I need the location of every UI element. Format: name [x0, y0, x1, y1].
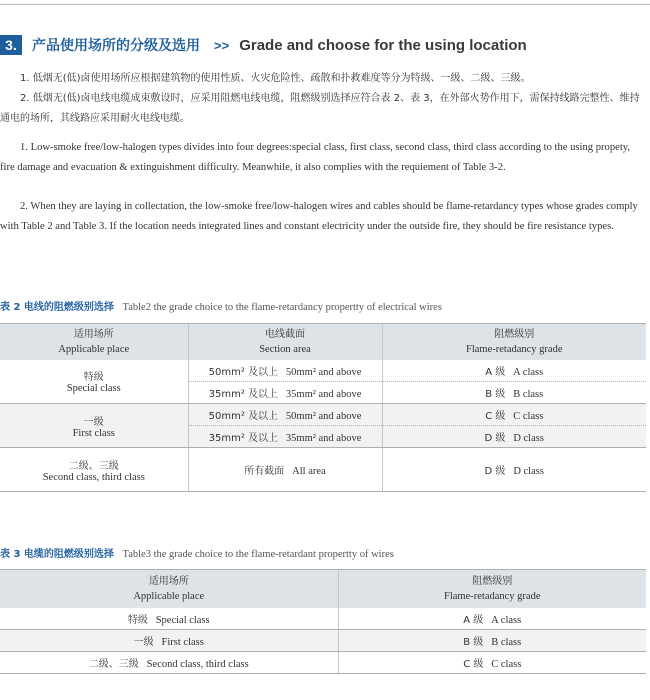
table2-grade-cell: D 级 D class [382, 448, 646, 492]
table3-label: 表 3 电缆的阻燃级别选择 [0, 549, 114, 560]
table2-section-cell: 所有截面 All area [188, 448, 382, 492]
table3-caption [0, 545, 394, 560]
table2-place-first: 一级 First class [0, 404, 188, 448]
section-header [0, 34, 527, 56]
table3-place-cell: 二级、三级 Second class, third class [0, 652, 338, 674]
table3-grade-cell: A 级 A class [338, 608, 646, 630]
table2-header-place: 适用场所 Applicable place [0, 324, 188, 360]
table2-caption-en: Table2 the grade choice to the flame-retardancy propertty of electrical wires [122, 302, 442, 313]
intro-cn-paragraph-1: 1. 低烟无(低)卤使用场所应根据建筑物的使用性质、火灾危险性、疏散和扑救难度等分为特级、一级、二级、三级。 [20, 73, 531, 84]
table2-section-cell: 50mm² 及以上 50mm² and above [188, 404, 382, 426]
table3-caption-en: Table3 the grade choice to the flame-retardant propertty of wires [122, 549, 394, 560]
table2-caption [0, 298, 442, 313]
table2-header-row [0, 324, 646, 360]
table2-grade-cell: D 级 D class [382, 426, 646, 448]
table2-place-second-third: 二级、三级 Second class, third class [0, 448, 188, 492]
table-row [0, 652, 646, 674]
table3-place-cell: 特级 Special class [0, 608, 338, 630]
section-title-en: Grade and choose for the using location [239, 36, 527, 54]
table2 [0, 323, 646, 492]
table-row [0, 608, 646, 630]
table-row [0, 448, 646, 492]
intro-en-paragraph-1: 1. Low-smoke free/low-halogen types divides into four degrees:special class, first class, second class, third class according to the using propety, fire damage and evacuation & extinguishment difficulty. Meanwhile, it also complies with the requiement of Table 3-2. [0, 142, 631, 173]
table2-section-cell: 50mm² 及以上 50mm² and above [188, 360, 382, 382]
table2-header-section: 电线截面 Section area [188, 324, 382, 360]
table3 [0, 569, 646, 674]
table2-grade-cell: B 级 B class [382, 382, 646, 404]
table3-header-place: 适用场所 Applicable place [0, 570, 338, 608]
table3-header-grade: 阻燃级别 Flame-retadancy grade [338, 570, 646, 608]
table3-place-cell: 一级 First class [0, 630, 338, 652]
table-row [0, 630, 646, 652]
intro-en-paragraph-2: 2. When they are laying in collectation, the low-smoke free/low-halogen wires and cables should be flame-retardancy types whose grades comply with Table 2 and Table 3. If the location needs integrated lines and constant electricity under the outside fire, they should be fire resistance types. [0, 201, 638, 232]
table2-section-cell: 35mm² 及以上 35mm² and above [188, 426, 382, 448]
table2-header-grade: 阻燃级别 Flame-retadancy grade [382, 324, 646, 360]
table-row [0, 404, 646, 426]
table-row [0, 360, 646, 382]
top-rule [0, 4, 650, 5]
section-number-badge: 3. [0, 35, 22, 55]
table2-section-cell: 35mm² 及以上 35mm² and above [188, 382, 382, 404]
table2-grade-cell: C 级 C class [382, 404, 646, 426]
table3-grade-cell: B 级 B class [338, 630, 646, 652]
intro-cn-paragraph-2: 2. 低烟无(低)卤电线电缆成束敷设时，应采用阻燃电线电缆，阻燃级别选择应符合表 2、表 3，在外部火势作用下，需保持线路完整性、维持通电的场所，其线路应采用耐火电线电缆。 [0, 93, 640, 124]
table2-grade-cell: A 级 A class [382, 360, 646, 382]
table3-header-row [0, 570, 646, 608]
section-title-cn: 产品使用场所的分级及选用 [32, 38, 200, 54]
table2-label: 表 2 电线的阻燃级别选择 [0, 302, 114, 313]
table2-place-special: 特级 Special class [0, 360, 188, 404]
table3-grade-cell: C 级 C class [338, 652, 646, 674]
chevron-right-icon: >> [214, 37, 230, 53]
